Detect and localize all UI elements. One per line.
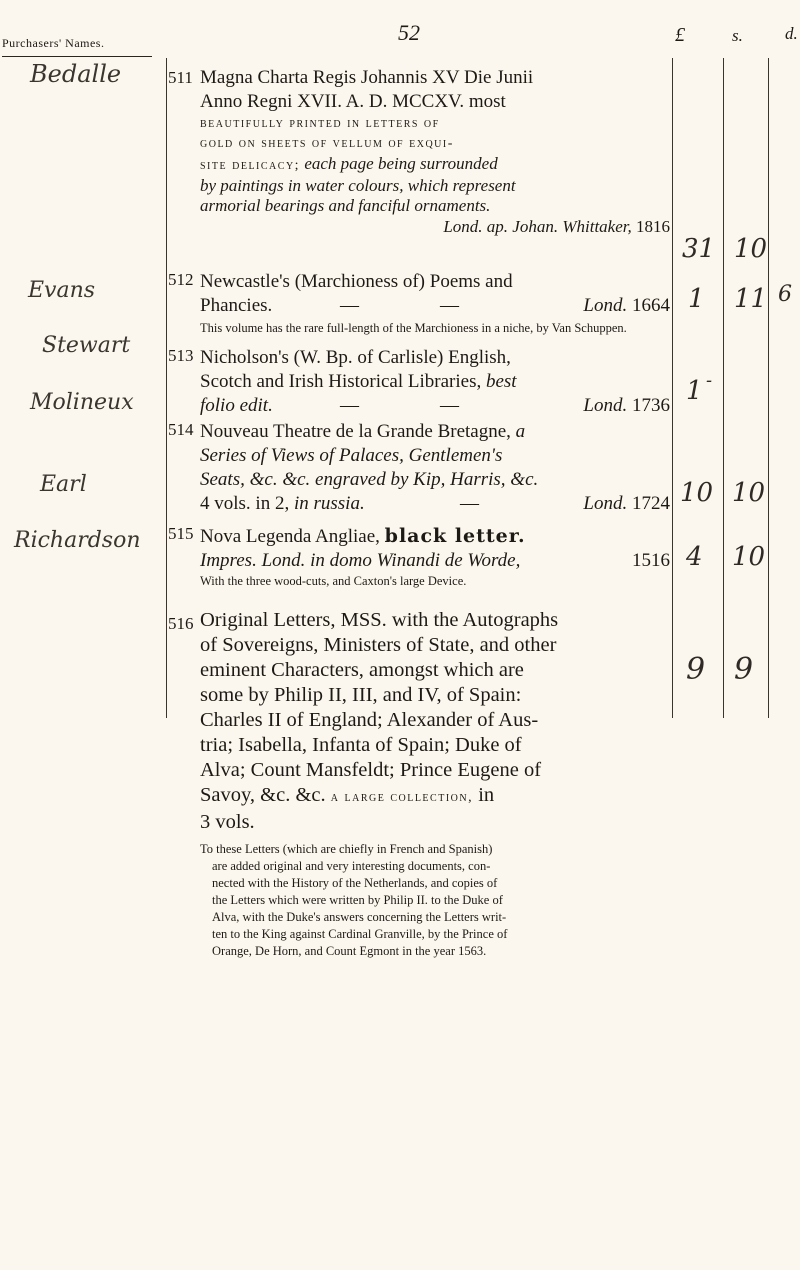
dash: — [440,295,459,316]
lot-year: 1664 [632,295,670,316]
lot-line: a large collection, [330,790,474,805]
purchasers-header: Purchasers' Names. [2,36,105,50]
lot-line: Series of Views of Palaces, Gentlemen's [200,445,503,466]
lot-imprint: Lond. ap. Johan. Whittaker, [443,217,632,236]
lot-line: in russia. [293,493,365,514]
lot-title: Nouveau Theatre de la Grande Bretagne, [200,421,511,442]
price-pounds: 1 [688,284,705,314]
lot-512 [168,270,668,340]
lot-line: best [485,371,517,392]
price-pounds: 10 [680,478,714,508]
lot-year: 1736 [632,395,670,416]
lot-title-blackletter: black letter. [384,525,526,547]
lot-line: beautifully printed in letters of [200,116,440,131]
lot-note: Alva, with the Duke's answers concerning the Letters writ- [212,910,507,924]
lot-line: folio edit. [200,395,273,416]
lot-number: 513 [168,346,194,365]
price-shillings: - [706,370,713,391]
lot-note: Orange, De Horn, and Count Egmont in the year 1563. [212,944,487,958]
price-pounds: 9 [686,652,706,687]
lot-516 [168,608,668,988]
pence-column-header: d. [785,24,798,43]
dash: — [440,395,459,416]
page-number: 52 [398,20,420,45]
lot-line: some by Philip II, III, and IV, of Spain: [200,684,522,706]
purchaser-name: Evans [28,278,96,303]
dash: — [340,395,359,416]
price-shillings: 11 [734,284,768,314]
pounds-column-header: £ [675,24,685,46]
lot-line: tria; Isabella, Infanta of Spain; Duke of [200,734,522,756]
lot-line: Scotch and Irish Historical Libraries, [200,371,482,392]
lot-number: 515 [168,524,194,543]
lot-line: armorial bearings and fanciful ornaments. [200,196,491,215]
lot-note: nected with the History of the Netherlands, and copies of [212,876,498,890]
lot-number: 514 [168,420,194,439]
lot-line: Seats, &c. &c. engraved by Kip, Harris, &c. [200,469,539,490]
lot-imprint: Lond. [583,395,628,416]
purchaser-name: Molineux [30,390,134,415]
lot-number: 512 [168,270,194,289]
lot-line: Phancies. [200,295,273,316]
lot-imprint: Lond. [583,295,628,316]
lot-line: Charles II of England; Alexander of Aus- [200,709,539,731]
lot-year: 1816 [636,217,670,236]
lot-title: Magna Charta Regis Johannis XV Die Junii [200,67,534,88]
price-shillings: 10 [734,234,768,264]
lot-line: 3 vols. [200,811,255,833]
purchaser-name: Bedalle [30,60,122,88]
lot-title: Nova Legenda Angliae, [200,526,380,547]
lot-number: 511 [168,68,193,87]
price-pounds: 1 [686,376,703,406]
lot-number: 516 [168,614,194,633]
lot-line: site delicacy; [200,158,301,173]
lot-line: Savoy, &c. &c. [200,784,326,806]
price-pounds: 31 [682,234,716,264]
lot-514 [168,420,668,516]
purchaser-name: Stewart [42,333,131,358]
purchaser-name: Earl [40,472,87,497]
lot-year: 1516 [632,550,670,571]
dash: — [460,493,479,514]
lot-note: the Letters which were written by Philip II. to the Duke of [212,893,503,907]
lot-title: Nicholson's (W. Bp. of Carlisle) English, [200,347,511,368]
price-shillings: 10 [732,542,766,572]
lot-line: of Sovereigns, Ministers of State, and other [200,634,557,656]
lot-line: by paintings in water colours, which represent [200,176,516,195]
lot-line: 4 vols. in 2, [200,493,290,514]
lot-513 [168,346,670,416]
lot-note: ten to the King against Cardinal Granville, by the Prince of [212,927,508,941]
shillings-column-header: s. [732,26,743,45]
lot-note: are added original and very interesting documents, con- [212,859,491,873]
lot-line: eminent Characters, amongst which are [200,659,524,681]
price-pence: 6 [778,282,792,307]
purchaser-name: Richardson [14,528,141,553]
lot-note: To these Letters (which are chiefly in French and Spanish) [200,842,493,856]
lot-note: With the three wood-cuts, and Caxton's large Device. [200,574,467,588]
header-rule [2,56,152,57]
lot-line: in [473,784,495,806]
lot-line: Alva; Count Mansfeldt; Prince Eugene of [200,759,542,781]
left-column-rule [166,58,167,718]
lot-title-suffix: a [515,421,526,442]
lot-line: Impres. Lond. in domo Winandi de Worde, [200,550,521,571]
lot-515 [168,524,668,598]
lot-line: each page being surrounded [300,154,498,173]
lot-511 [168,66,668,266]
lot-year: 1724 [632,493,670,514]
price-pounds: 4 [686,542,703,572]
lot-line: Anno Regni XVII. A. D. MCCXV. most [200,91,506,112]
dash: — [340,295,359,316]
price-shillings: 9 [734,652,754,687]
pounds-column-rule-left [672,58,673,718]
pounds-column-rule-right [723,58,724,718]
lot-line: Original Letters, MSS. with the Autographs [200,609,559,631]
shillings-column-rule-right [768,58,769,718]
lot-line: gold on sheets of vellum of exqui- [200,136,454,151]
price-shillings: 10 [732,478,766,508]
lot-note: This volume has the rare full-length of the Marchioness in a niche, by Van Schuppen. [200,321,627,335]
lot-title: Newcastle's (Marchioness of) Poems and [200,271,513,292]
lot-imprint: Lond. [583,493,628,514]
